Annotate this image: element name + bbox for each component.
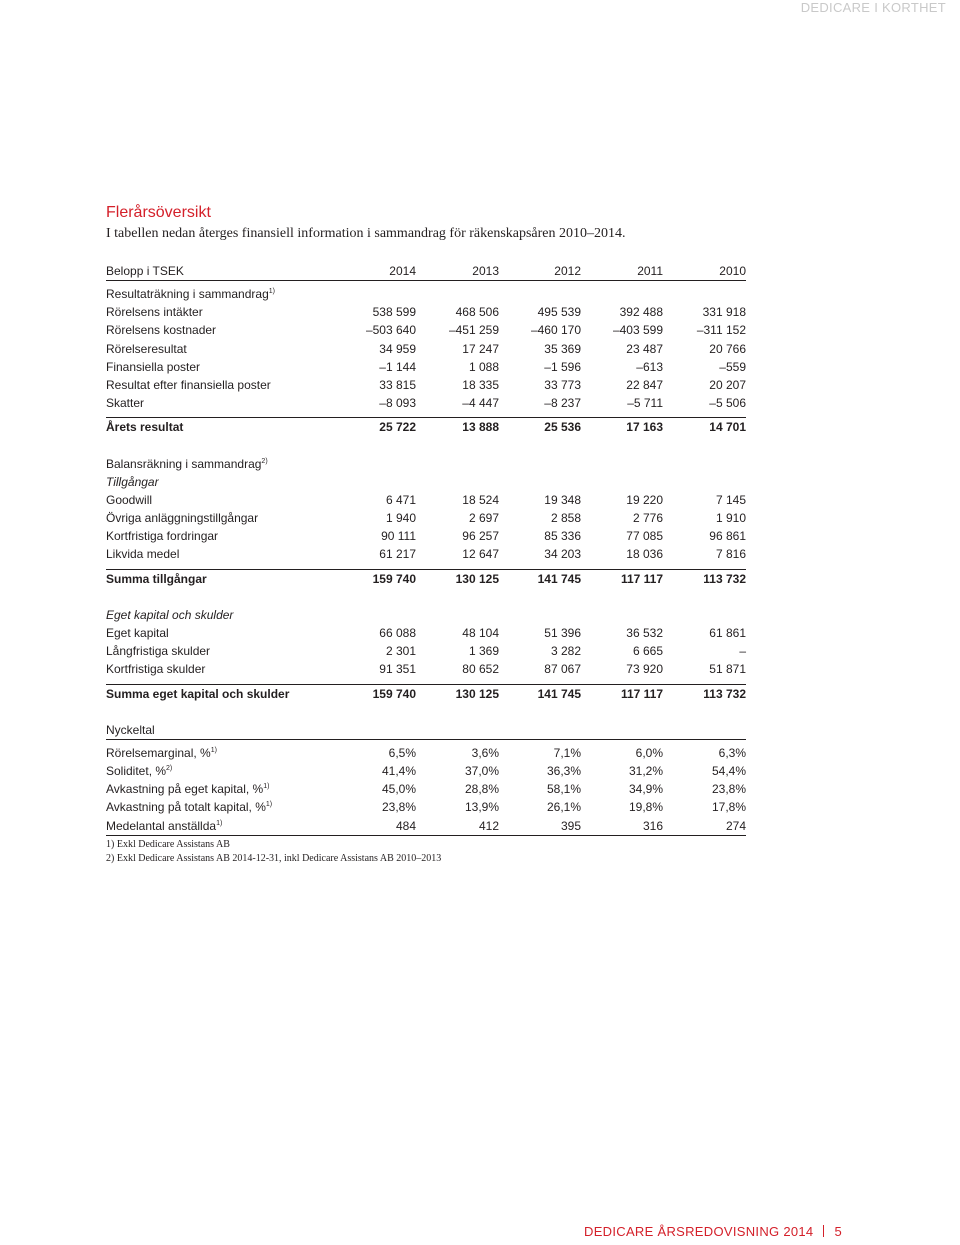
subheading-assets <box>106 473 746 491</box>
value-cell: 538 599 <box>372 305 416 320</box>
value-cell: 34 203 <box>544 547 581 562</box>
value-cell: 90 111 <box>381 529 416 544</box>
value-cell: 18 335 <box>462 377 499 392</box>
table-row <box>106 303 746 321</box>
row-label-text: Likvida medel <box>106 547 180 562</box>
row-label <box>106 321 216 339</box>
value-cell: –1 144 <box>379 359 416 374</box>
value-cell: 14 701 <box>709 420 746 435</box>
table-row <box>106 642 746 660</box>
row-label <box>106 780 269 798</box>
asset-rows <box>106 491 746 564</box>
footer-label: DEDICARE ÅRSREDOVISNING 2014 <box>584 1224 814 1239</box>
row-label <box>106 418 183 436</box>
equity-rows <box>106 624 746 679</box>
footnote-ref: 1) <box>265 801 273 809</box>
footnote-ref: 1) <box>210 746 217 754</box>
subheading-text: Eget kapital och skulder <box>106 607 234 622</box>
value-cell: 41,4% <box>381 763 416 778</box>
value-cell: 412 <box>478 818 499 833</box>
value-cell: 96 257 <box>462 529 499 544</box>
value-cell: 80 652 <box>462 662 499 677</box>
value-cell: 484 <box>395 818 416 833</box>
table-row <box>106 509 746 527</box>
value-cell: 13 888 <box>462 420 499 435</box>
row-label-text: Finansiella poster <box>106 359 201 374</box>
value-cell: 23,8% <box>711 782 746 797</box>
footnote-ref: 1) <box>216 819 223 827</box>
value-cell: 159 740 <box>372 571 416 586</box>
value-cell: 6,3% <box>718 745 746 760</box>
section-heading-text: Nyckeltal <box>106 722 155 737</box>
value-cell: 1 369 <box>468 644 499 659</box>
row-label <box>106 817 222 835</box>
value-cell: 19 220 <box>626 492 663 507</box>
value-cell: –4 447 <box>462 396 499 411</box>
row-label <box>106 303 203 321</box>
value-cell: 25 722 <box>379 420 416 435</box>
row-label-text: Skatter <box>106 396 145 411</box>
equity-total-row <box>106 684 746 703</box>
column-label: Belopp i TSEK <box>106 264 184 278</box>
value-cell: 91 351 <box>379 662 416 677</box>
year-header: 2011 <box>637 264 663 278</box>
year-header: 2010 <box>719 264 746 278</box>
row-label <box>106 762 172 780</box>
value-cell: –613 <box>636 359 663 374</box>
footer-divider <box>823 1225 824 1237</box>
value-cell: 77 085 <box>626 529 663 544</box>
value-cell: 141 745 <box>537 571 581 586</box>
value-cell: 1 910 <box>715 511 746 526</box>
value-cell: –5 711 <box>627 396 663 411</box>
value-cell: 34 959 <box>379 341 416 356</box>
value-cell: 54,4% <box>711 763 746 778</box>
value-cell: 7 145 <box>715 492 746 507</box>
row-label <box>106 358 200 376</box>
value-cell: 6,0% <box>635 745 663 760</box>
row-label <box>106 744 217 762</box>
row-label-text: Goodwill <box>106 492 153 507</box>
value-cell: 58,1% <box>546 782 581 797</box>
row-label-text: Avkastning på eget kapital, % <box>106 782 264 797</box>
value-cell: 17,8% <box>711 800 746 815</box>
value-cell: 33 815 <box>379 377 416 392</box>
value-cell: 17 247 <box>462 341 499 356</box>
financial-table <box>106 262 746 836</box>
value-cell: 36 532 <box>626 626 663 640</box>
table-row <box>106 358 746 376</box>
value-cell: 31,2% <box>628 763 663 778</box>
footnote-ref: 1) <box>268 288 275 295</box>
row-label <box>106 660 205 678</box>
value-cell: 19,8% <box>628 800 663 815</box>
value-cell: 7,1% <box>553 745 581 760</box>
row-label-text: Rörelseresultat <box>106 341 187 356</box>
value-cell: 18 524 <box>462 492 499 507</box>
footnote: 2) Exkl Dedicare Assistans AB 2014-12-31, inkl Dedicare Assistans AB 2010–2013 <box>106 853 442 864</box>
row-label-text: Eget kapital <box>106 626 169 640</box>
value-cell: 45,0% <box>381 782 416 797</box>
value-cell: 85 336 <box>544 529 581 544</box>
row-label <box>106 340 187 358</box>
value-cell: 17 163 <box>626 420 663 435</box>
value-cell: 6 471 <box>385 492 416 507</box>
table-row <box>106 321 746 339</box>
year-header: 2012 <box>554 264 581 278</box>
page-title: Flerårsöversikt <box>106 204 211 221</box>
row-label-text: Resultat efter finansiella poster <box>106 377 271 392</box>
footnote-ref: 1) <box>263 783 270 791</box>
footnote: 1) Exkl Dedicare Assistans AB <box>106 839 230 850</box>
value-cell: 73 920 <box>626 662 663 677</box>
table-row <box>106 376 746 394</box>
row-label <box>106 570 207 588</box>
value-cell: 1 088 <box>468 359 499 374</box>
row-label <box>106 527 218 545</box>
row-label <box>106 394 144 412</box>
value-cell: 395 <box>560 818 581 833</box>
value-cell: 13,9% <box>464 800 499 815</box>
table-row <box>106 624 746 642</box>
row-label-text: Kortfristiga skulder <box>106 662 206 677</box>
table-row <box>106 545 746 563</box>
footnote-ref: 2) <box>261 457 268 465</box>
row-label-text: Kortfristiga fordringar <box>106 529 219 544</box>
value-cell: 495 539 <box>537 305 581 320</box>
value-cell: 66 088 <box>379 626 416 640</box>
value-cell: 274 <box>725 818 746 833</box>
value-cell: 130 125 <box>455 571 499 586</box>
value-cell: 20 766 <box>709 341 746 356</box>
income-rows <box>106 303 746 412</box>
table-row <box>106 340 746 358</box>
value-cell: 130 125 <box>455 686 499 701</box>
value-cell: 113 732 <box>703 571 746 586</box>
row-label <box>106 685 289 703</box>
year-header: 2014 <box>389 264 416 278</box>
value-cell: 87 067 <box>544 662 581 677</box>
value-cell: 51 396 <box>544 626 581 640</box>
assets-total-row <box>106 569 746 588</box>
value-cell: 2 776 <box>632 511 663 526</box>
subheading-text: Tillgångar <box>106 474 159 489</box>
value-cell: 12 647 <box>462 547 499 562</box>
value-cell: 141 745 <box>537 686 581 701</box>
page-number: 5 <box>834 1224 842 1239</box>
row-label-text: Avkastning på totalt kapital, % <box>106 800 266 815</box>
value-cell: –8 237 <box>544 396 581 411</box>
value-cell: 331 918 <box>702 305 746 320</box>
value-cell: 2 301 <box>385 644 416 659</box>
value-cell: – <box>739 644 746 659</box>
table-row <box>106 394 746 412</box>
row-label-text: Övriga anläggningstillgångar <box>106 511 259 526</box>
value-cell: –1 596 <box>544 359 581 374</box>
footnote-ref: 2) <box>166 764 173 772</box>
table-row <box>106 660 746 678</box>
value-cell: 26,1% <box>546 800 581 815</box>
value-cell: –503 640 <box>365 323 416 338</box>
value-cell: 34,9% <box>628 782 663 797</box>
row-label-text: Rörelsens kostnader <box>106 323 217 338</box>
table-row <box>106 762 746 780</box>
value-cell: –8 093 <box>379 396 416 411</box>
table-row <box>106 817 746 835</box>
row-label <box>106 545 179 563</box>
value-cell: 6,5% <box>388 745 416 760</box>
value-cell: 3,6% <box>471 745 499 760</box>
running-header: DEDICARE I KORTHET <box>800 0 946 15</box>
section-heading-balance <box>106 455 746 473</box>
value-cell: 33 773 <box>544 377 581 392</box>
value-cell: 28,8% <box>464 782 499 797</box>
value-cell: 117 117 <box>620 686 663 701</box>
result-total-row <box>106 417 746 436</box>
value-cell: 23,8% <box>381 800 416 815</box>
page-subtitle: I tabellen nedan återges finansiell information i sammandrag för räkenskapsåren 2010–2014. <box>106 226 626 241</box>
table-row <box>106 527 746 545</box>
ratio-rows <box>106 744 746 836</box>
row-label-text: Soliditet, % <box>106 763 167 778</box>
value-cell: 22 847 <box>626 377 663 392</box>
table-header-row <box>106 262 746 281</box>
value-cell: 23 487 <box>626 341 663 356</box>
value-cell: 61 217 <box>379 547 416 562</box>
row-label <box>106 798 272 816</box>
row-label <box>106 624 169 642</box>
value-cell: 19 348 <box>544 492 581 507</box>
row-label-text: Medelantal anställda <box>106 818 217 833</box>
row-label <box>106 491 152 509</box>
value-cell: 117 117 <box>620 571 663 586</box>
value-cell: –311 152 <box>696 323 746 338</box>
value-cell: 20 207 <box>709 377 746 392</box>
value-cell: –5 506 <box>709 396 746 411</box>
value-cell: 316 <box>642 818 663 833</box>
value-cell: –559 <box>719 359 746 374</box>
row-label <box>106 376 271 394</box>
section-heading-text: Balansräkning i sammandrag <box>106 456 262 471</box>
row-label-text: Långfristiga skulder <box>106 644 211 659</box>
value-cell: 2 697 <box>468 511 499 526</box>
value-cell: 61 861 <box>709 626 746 640</box>
value-cell: 7 816 <box>715 547 746 562</box>
value-cell: 48 104 <box>462 626 499 640</box>
value-cell: –451 259 <box>448 323 499 338</box>
row-label-text: Rörelsens intäkter <box>106 305 203 320</box>
value-cell: 6 665 <box>632 644 663 659</box>
row-label-text: Summa tillgångar <box>106 571 207 586</box>
value-cell: –460 170 <box>530 323 581 338</box>
value-cell: 25 536 <box>544 420 581 435</box>
table-row <box>106 491 746 509</box>
value-cell: 468 506 <box>455 305 499 320</box>
table-row <box>106 780 746 798</box>
table-row <box>106 798 746 816</box>
value-cell: 51 871 <box>709 662 746 677</box>
value-cell: 1 940 <box>385 511 416 526</box>
value-cell: 18 036 <box>626 547 663 562</box>
value-cell: 37,0% <box>464 763 499 778</box>
value-cell: 2 858 <box>550 511 581 526</box>
footnotes <box>106 838 441 866</box>
section-heading-income <box>106 285 746 303</box>
section-heading-ratios <box>106 721 746 740</box>
value-cell: 3 282 <box>550 644 581 659</box>
page-footer <box>584 1224 842 1239</box>
row-label-text: Summa eget kapital och skulder <box>106 686 290 701</box>
row-label <box>106 642 210 660</box>
value-cell: 159 740 <box>372 686 416 701</box>
value-cell: 392 488 <box>619 305 663 320</box>
value-cell: 36,3% <box>546 763 581 778</box>
section-heading-text: Resultaträkning i sammandrag <box>106 287 269 301</box>
year-header: 2013 <box>472 264 499 278</box>
value-cell: –403 599 <box>612 323 663 338</box>
value-cell: 96 861 <box>709 529 746 544</box>
row-label <box>106 509 258 527</box>
table-row <box>106 744 746 762</box>
value-cell: 113 732 <box>703 686 746 701</box>
row-label-text: Rörelsemarginal, % <box>106 745 211 760</box>
row-label-text: Årets resultat <box>106 420 184 435</box>
subheading-equity <box>106 606 746 624</box>
value-cell: 35 369 <box>544 341 581 356</box>
